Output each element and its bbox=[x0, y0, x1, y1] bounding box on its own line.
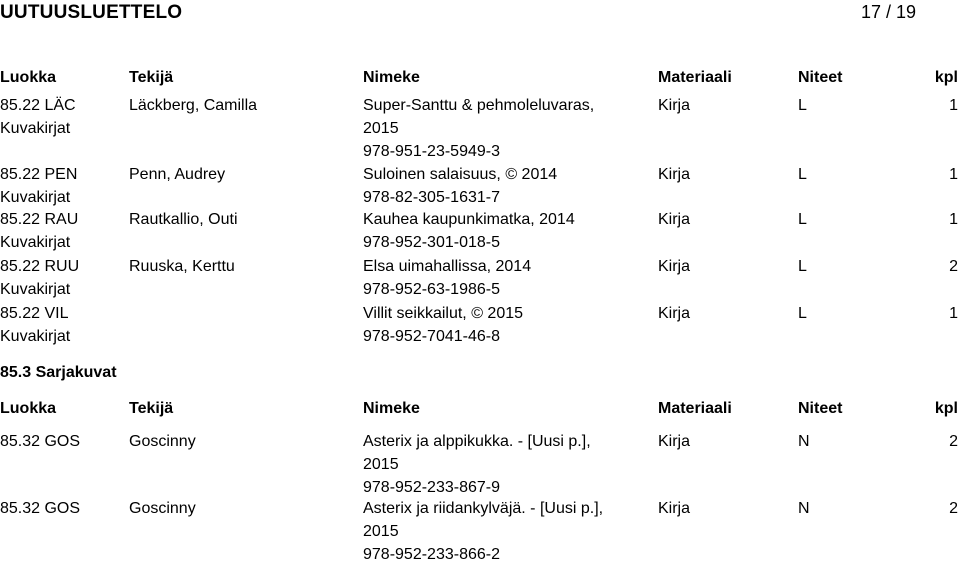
cell-kpl: 2 bbox=[949, 258, 958, 275]
column-header-nimeke: Nimeke bbox=[363, 69, 420, 86]
cell-tekija: Goscinny bbox=[129, 500, 196, 517]
cell-niteet: L bbox=[798, 211, 807, 228]
cell-nimeke: Elsa uimahallissa, 2014 978-952-63-1986-5 bbox=[363, 258, 532, 298]
column-header-kpl: kpl bbox=[934, 400, 958, 417]
cell-nimeke: Villit seikkailut, © 2015 978-952-7041-46-8 bbox=[363, 305, 524, 345]
page-number: 17 / 19 bbox=[860, 2, 916, 22]
cell-tekija: Rautkallio, Outi bbox=[129, 211, 238, 228]
cell-tekija: Penn, Audrey bbox=[129, 166, 226, 183]
section-title: 85.3 Sarjakuvat bbox=[0, 364, 117, 381]
cell-niteet: L bbox=[798, 166, 807, 183]
column-header-kpl: kpl bbox=[934, 69, 958, 86]
cell-materiaali: Kirja bbox=[658, 166, 691, 183]
cell-tekija: Läckberg, Camilla bbox=[129, 97, 258, 114]
cell-luokka: 85.22 VIL Kuvakirjat bbox=[0, 305, 71, 345]
cell-nimeke: Asterix ja alppikukka. - [Uusi p.], 2015 978-952-233-867-9 bbox=[363, 433, 591, 496]
cell-niteet: L bbox=[798, 258, 807, 275]
cell-tekija: Goscinny bbox=[129, 433, 196, 450]
cell-niteet: N bbox=[798, 500, 810, 517]
column-header-tekija: Tekijä bbox=[129, 69, 174, 86]
cell-niteet: L bbox=[798, 305, 807, 322]
cell-niteet: L bbox=[798, 97, 807, 114]
column-header-luokka: Luokka bbox=[0, 400, 57, 417]
cell-niteet: N bbox=[798, 433, 810, 450]
column-header-nimeke: Nimeke bbox=[363, 400, 420, 417]
cell-kpl: 1 bbox=[949, 97, 958, 114]
cell-materiaali: Kirja bbox=[658, 433, 691, 450]
cell-kpl: 1 bbox=[949, 305, 958, 322]
column-header-luokka: Luokka bbox=[0, 69, 57, 86]
cell-luokka: 85.32 GOS bbox=[0, 433, 81, 450]
column-header-materiaali: Materiaali bbox=[658, 69, 732, 86]
column-header-niteet: Niteet bbox=[798, 400, 843, 417]
cell-materiaali: Kirja bbox=[658, 211, 691, 228]
cell-materiaali: Kirja bbox=[658, 258, 691, 275]
cell-luokka: 85.22 LÄC Kuvakirjat bbox=[0, 97, 76, 137]
cell-nimeke: Suloinen salaisuus, © 2014 978-82-305-1631-7 bbox=[363, 166, 558, 206]
cell-luokka: 85.22 RUU Kuvakirjat bbox=[0, 258, 80, 298]
cell-tekija: Ruuska, Kerttu bbox=[129, 258, 235, 275]
column-header-tekija: Tekijä bbox=[129, 400, 174, 417]
cell-kpl: 1 bbox=[949, 211, 958, 228]
cell-materiaali: Kirja bbox=[658, 97, 691, 114]
cell-nimeke: Super-Santtu & pehmoleluvaras, 2015 978-951-23-5949-3 bbox=[363, 97, 595, 160]
cell-nimeke: Asterix ja riidankylväjä. - [Uusi p.], 2015 978-952-233-866-2 bbox=[363, 500, 604, 563]
cell-nimeke: Kauhea kaupunkimatka, 2014 978-952-301-018-5 bbox=[363, 211, 575, 251]
page-title: UUTUUSLUETTELO bbox=[0, 2, 183, 23]
cell-kpl: 2 bbox=[949, 500, 958, 517]
column-header-niteet: Niteet bbox=[798, 69, 843, 86]
cell-kpl: 1 bbox=[949, 166, 958, 183]
cell-materiaali: Kirja bbox=[658, 500, 691, 517]
cell-luokka: 85.22 PEN Kuvakirjat bbox=[0, 166, 78, 206]
cell-kpl: 2 bbox=[949, 433, 958, 450]
cell-luokka: 85.22 RAU Kuvakirjat bbox=[0, 211, 79, 251]
cell-luokka: 85.32 GOS bbox=[0, 500, 81, 517]
column-header-materiaali: Materiaali bbox=[658, 400, 732, 417]
cell-materiaali: Kirja bbox=[658, 305, 691, 322]
